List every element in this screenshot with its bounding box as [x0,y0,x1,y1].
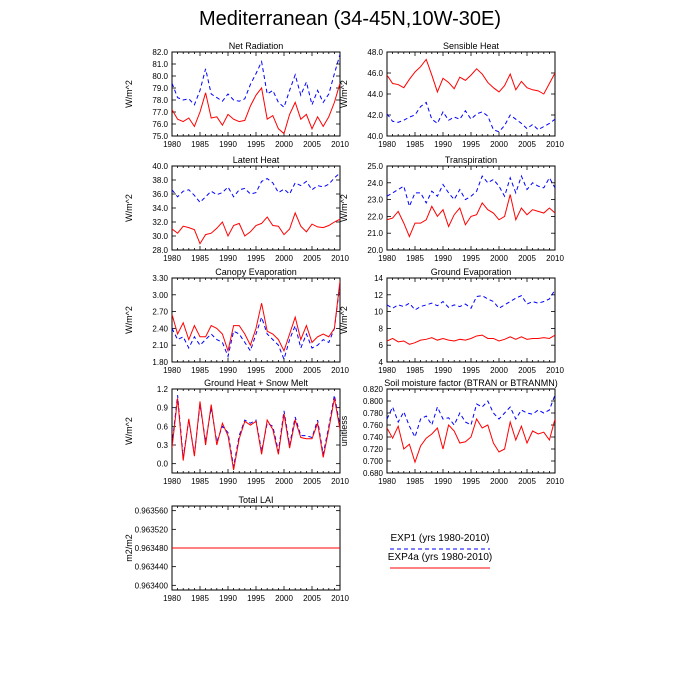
y-tick-label: 0.680 [362,469,383,478]
y-tick-label: 0.740 [362,433,383,442]
y-tick-label: 6 [378,341,383,351]
y-tick-label: 0.780 [362,409,383,418]
series-line-exp4a [387,195,555,237]
x-tick-label: 1985 [191,140,209,149]
chart-title: Ground Heat + Snow Melt [204,378,308,388]
x-tick-label: 2005 [303,254,321,263]
x-tick-label: 1980 [378,140,396,149]
chart-panel-8 [339,378,564,486]
series-line-exp4a [387,419,555,462]
chart-frame [387,389,555,473]
x-tick-label: 1985 [191,254,209,263]
x-tick-label: 2005 [303,594,321,603]
chart-panel-3 [124,155,349,263]
x-tick-label: 1980 [163,366,181,375]
y-tick-label: 20.0 [367,246,383,255]
x-tick-label: 1980 [163,594,181,603]
series-line-exp1 [172,173,340,202]
y-tick-label: 1.2 [156,385,168,394]
y-tick-label: 1.80 [152,358,168,367]
x-tick-label: 1990 [219,594,237,603]
x-tick-label: 1980 [163,140,181,149]
y-tick-label: 0.3 [156,441,168,450]
chart-panel-2 [339,41,564,149]
x-tick-label: 1985 [406,254,424,263]
series-line-exp4a [172,213,340,244]
y-tick-label: 80.0 [152,72,168,81]
y-tick-label: 25.0 [367,162,383,171]
x-tick-label: 2005 [303,477,321,486]
x-tick-label: 1995 [462,254,480,263]
y-tick-label: 38.0 [152,176,168,185]
chart-title: Sensible Heat [442,41,500,51]
x-tick-label: 2000 [490,366,508,375]
x-tick-label: 1980 [378,254,396,263]
x-tick-label: 1990 [219,254,237,263]
x-tick-label: 1980 [378,477,396,486]
x-tick-label: 1985 [191,366,209,375]
y-tick-label: 46.0 [367,69,383,78]
y-tick-label: 0.963520 [134,525,168,535]
y-tick-label: 48.0 [367,48,383,57]
x-tick-label: 1995 [247,477,265,486]
y-tick-label: 4 [378,358,383,367]
x-tick-label: 2005 [518,254,536,263]
chart-panel-9 [124,495,349,603]
y-tick-label: 8 [378,324,383,334]
chart-title: Transpiration [444,155,498,165]
x-tick-label: 1995 [247,140,265,149]
y-tick-label: 78.0 [152,96,168,105]
x-tick-label: 2010 [546,477,564,486]
series-line-exp1 [172,54,340,107]
y-tick-label: 40.0 [367,132,383,141]
x-tick-label: 1985 [406,477,424,486]
x-tick-label: 2000 [275,366,293,375]
y-tick-label: 0.963560 [134,506,168,516]
x-tick-label: 2010 [331,594,349,603]
chart-panel-5 [124,267,349,375]
y-tick-label: 82.0 [152,48,168,57]
x-tick-label: 2010 [546,254,564,263]
y-tick-label: 32.0 [152,218,168,227]
x-tick-label: 2005 [518,140,536,149]
x-tick-label: 1990 [219,140,237,149]
chart-ylabel: W/m^2 [124,417,134,445]
y-tick-label: 0.963440 [134,562,168,572]
x-tick-label: 1995 [462,366,480,375]
x-tick-label: 2000 [275,140,293,149]
y-tick-label: 42.0 [367,111,383,120]
x-tick-label: 1995 [462,477,480,486]
chart-ylabel: W/m^2 [124,80,134,108]
chart-panel-4 [339,155,564,263]
legend-label: EXP1 (yrs 1980-2010) [390,533,490,544]
y-tick-label: 0.9 [156,403,168,413]
chart-panel-7 [124,378,349,486]
x-tick-label: 2010 [331,254,349,263]
x-tick-label: 1990 [219,366,237,375]
x-tick-label: 2005 [303,366,321,375]
x-tick-label: 1995 [247,594,265,603]
y-tick-label: 22.0 [367,212,383,222]
y-tick-label: 0.700 [362,457,383,466]
y-tick-label: 34.0 [152,204,168,213]
chart-ylabel: W/m^2 [124,194,134,222]
x-tick-label: 1985 [406,140,424,149]
legend-label: EXP4a (yrs 1980-2010) [387,552,493,563]
x-tick-label: 2005 [518,477,536,486]
y-tick-label: 3.30 [152,274,168,283]
chart-ylabel: unitless [339,415,349,447]
x-tick-label: 2000 [490,140,508,149]
figure-title: Mediterranean (34-45N,10W-30E) [198,8,501,30]
x-tick-label: 2000 [490,254,508,263]
y-tick-label: 79.0 [152,84,168,93]
chart-title: Total LAI [238,495,274,505]
x-tick-label: 1985 [191,594,209,603]
y-tick-label: 76.0 [152,120,168,129]
x-tick-label: 1990 [434,254,452,263]
x-tick-label: 1980 [378,366,396,375]
y-tick-label: 40.0 [152,162,168,171]
chart-title: Net Radiation [228,41,284,51]
series-line-exp1 [387,395,555,437]
y-tick-label: 24.0 [367,178,383,188]
chart-panel-6 [339,267,564,375]
y-tick-label: 10 [374,307,383,317]
series-line-exp4a [387,59,555,94]
x-tick-label: 2005 [518,366,536,375]
y-tick-label: 0.6 [156,422,168,432]
x-tick-label: 1990 [434,477,452,486]
x-tick-label: 1985 [191,477,209,486]
chart-frame [387,52,555,136]
x-tick-label: 1990 [434,366,452,375]
series-line-exp1 [387,102,555,131]
y-tick-label: 28.0 [152,246,168,255]
chart-title: Ground Evaporation [430,267,512,277]
x-tick-label: 2005 [303,140,321,149]
chart-ylabel: W/m^2 [124,306,134,334]
chart-ylabel: m2/m2 [124,534,134,562]
y-tick-label: 44.0 [367,90,383,99]
x-tick-label: 1985 [406,366,424,375]
y-tick-label: 81.0 [152,60,168,69]
y-tick-label: 0.963480 [134,544,168,553]
chart-frame [387,166,555,250]
chart-ylabel: W/m^2 [339,306,349,334]
y-tick-label: 36.0 [152,190,168,199]
legend [388,533,493,568]
chart-title: Latent Heat [232,155,280,165]
chart-title: Soil moisture factor (BTRAN or BTRANMN) [384,378,558,388]
chart-frame [387,278,555,362]
y-tick-label: 23.0 [367,195,383,205]
x-tick-label: 1990 [219,477,237,486]
y-tick-label: 75.0 [152,132,168,141]
x-tick-label: 2010 [331,477,349,486]
y-tick-label: 2.40 [152,324,168,334]
series-line-exp1 [387,290,555,310]
x-tick-label: 1980 [163,477,181,486]
series-line-exp4a [387,335,555,344]
y-tick-label: 3.00 [152,290,168,300]
x-tick-label: 1990 [434,140,452,149]
x-tick-label: 2010 [546,140,564,149]
y-tick-label: 0.720 [362,445,383,454]
x-tick-label: 2010 [331,140,349,149]
x-tick-label: 1995 [247,254,265,263]
x-tick-label: 2000 [275,254,293,263]
chart-ylabel: W/m^2 [339,194,349,222]
y-tick-label: 14 [374,274,383,283]
y-tick-label: 2.70 [152,307,168,317]
x-tick-label: 2000 [275,594,293,603]
series-line-exp4a [172,281,340,351]
y-tick-label: 21.0 [367,229,383,239]
y-tick-label: 2.10 [152,341,168,351]
chart-title: Canopy Evaporation [215,267,297,277]
y-tick-label: 0.760 [362,421,383,430]
chart-panel-1 [124,41,349,149]
x-tick-label: 1995 [247,366,265,375]
series-line-exp4a [172,83,340,133]
chart-frame [172,278,340,362]
chart-ylabel: W/m^2 [339,80,349,108]
y-tick-label: 0.800 [362,397,383,406]
y-tick-label: 30.0 [152,232,168,241]
y-tick-label: 0.963400 [134,581,168,591]
series-line-exp1 [172,284,340,360]
y-tick-label: 0.0 [156,459,168,469]
y-tick-label: 12 [374,290,383,300]
x-tick-label: 1995 [462,140,480,149]
y-tick-label: 0.820 [362,385,383,394]
series-line-exp4a [172,398,340,470]
x-tick-label: 2010 [546,366,564,375]
series-line-exp1 [387,176,555,206]
x-tick-label: 2000 [275,477,293,486]
x-tick-label: 2000 [490,477,508,486]
y-tick-label: 77.0 [152,108,168,117]
x-tick-label: 1980 [163,254,181,263]
x-tick-label: 2010 [331,366,349,375]
